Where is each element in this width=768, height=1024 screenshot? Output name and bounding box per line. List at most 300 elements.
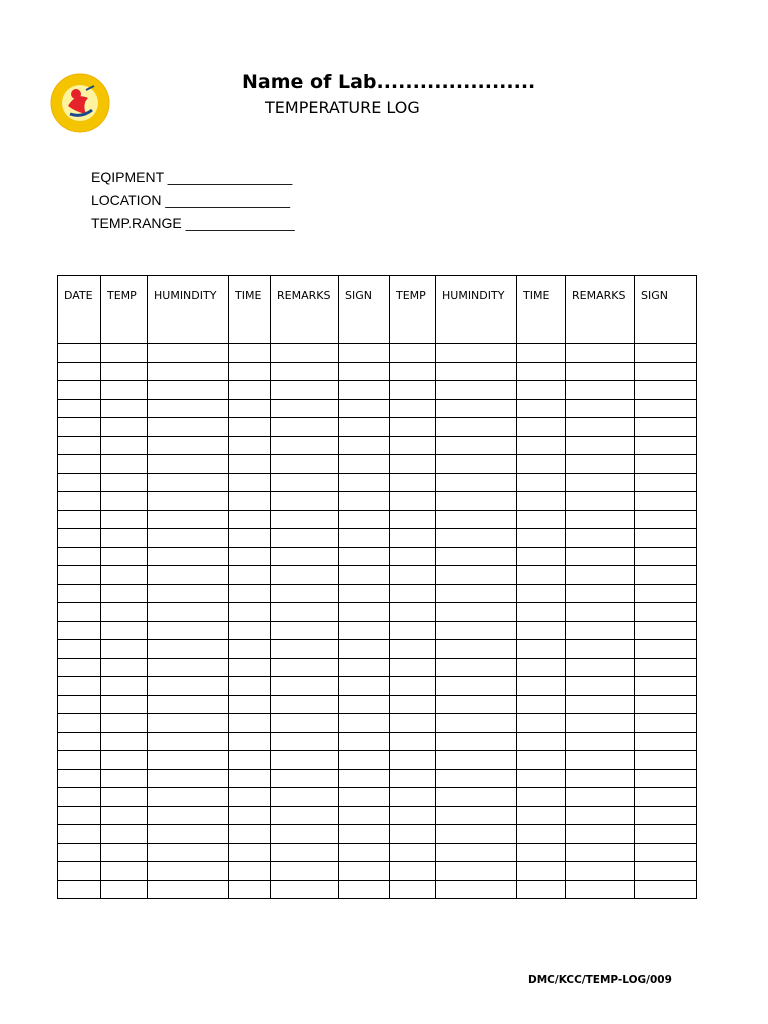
table-cell: [635, 418, 697, 437]
table-cell: [271, 880, 339, 899]
table-cell: [271, 399, 339, 418]
table-cell: [390, 473, 436, 492]
table-cell: [517, 695, 566, 714]
table-cell: [148, 492, 229, 511]
table-cell: [229, 584, 271, 603]
table-cell: [566, 510, 635, 529]
table-cell: [148, 769, 229, 788]
table-cell: [58, 566, 101, 585]
table-cell: [436, 547, 517, 566]
table-cell: [566, 751, 635, 770]
table-cell: [517, 566, 566, 585]
table-cell: [517, 677, 566, 696]
table-row: [58, 640, 697, 659]
table-cell: [566, 788, 635, 807]
table-cell: [58, 455, 101, 474]
table-cell: [390, 418, 436, 437]
table-cell: [390, 788, 436, 807]
table-cell: [229, 714, 271, 733]
location-field: LOCATION ________________: [91, 192, 290, 208]
table-cell: [517, 436, 566, 455]
column-header: DATE: [58, 276, 101, 344]
column-header: TEMP: [101, 276, 148, 344]
table-cell: [339, 677, 390, 696]
table-cell: [635, 399, 697, 418]
table-cell: [271, 806, 339, 825]
table-cell: [271, 547, 339, 566]
table-cell: [229, 825, 271, 844]
table-cell: [436, 399, 517, 418]
table-cell: [339, 658, 390, 677]
table-cell: [271, 566, 339, 585]
equipment-field: EQIPMENT ________________: [91, 169, 293, 185]
table-cell: [566, 381, 635, 400]
table-cell: [58, 584, 101, 603]
table-cell: [58, 473, 101, 492]
table-cell: [229, 473, 271, 492]
table-row: [58, 621, 697, 640]
table-cell: [635, 732, 697, 751]
table-cell: [436, 640, 517, 659]
table-cell: [517, 825, 566, 844]
table-cell: [390, 677, 436, 696]
table-cell: [517, 381, 566, 400]
table-cell: [566, 769, 635, 788]
table-cell: [390, 344, 436, 363]
column-header: REMARKS: [566, 276, 635, 344]
table-cell: [517, 362, 566, 381]
table-cell: [271, 436, 339, 455]
table-cell: [436, 584, 517, 603]
table-cell: [148, 658, 229, 677]
table-cell: [271, 455, 339, 474]
table-cell: [58, 806, 101, 825]
table-row: [58, 880, 697, 899]
table-cell: [390, 695, 436, 714]
table-cell: [635, 529, 697, 548]
table-cell: [271, 695, 339, 714]
table-cell: [101, 603, 148, 622]
table-cell: [390, 362, 436, 381]
table-cell: [148, 455, 229, 474]
table-cell: [517, 843, 566, 862]
table-cell: [339, 547, 390, 566]
table-cell: [339, 436, 390, 455]
table-cell: [339, 381, 390, 400]
table-cell: [635, 510, 697, 529]
table-cell: [271, 584, 339, 603]
table-cell: [271, 658, 339, 677]
table-cell: [101, 862, 148, 881]
table-row: [58, 843, 697, 862]
table-cell: [101, 751, 148, 770]
table-cell: [229, 510, 271, 529]
table-cell: [390, 566, 436, 585]
table-cell: [229, 806, 271, 825]
table-cell: [436, 880, 517, 899]
table-cell: [339, 788, 390, 807]
table-cell: [339, 529, 390, 548]
table-cell: [229, 455, 271, 474]
table-cell: [58, 788, 101, 807]
table-cell: [390, 769, 436, 788]
table-cell: [58, 362, 101, 381]
table-row: [58, 732, 697, 751]
table-cell: [101, 473, 148, 492]
table-row: [58, 658, 697, 677]
table-cell: [271, 677, 339, 696]
table-cell: [148, 418, 229, 437]
column-header: TEMP: [390, 276, 436, 344]
table-cell: [339, 843, 390, 862]
table-cell: [635, 640, 697, 659]
table-cell: [101, 788, 148, 807]
table-cell: [148, 510, 229, 529]
table-cell: [58, 677, 101, 696]
table-cell: [390, 510, 436, 529]
table-cell: [517, 455, 566, 474]
table-cell: [517, 862, 566, 881]
table-cell: [339, 399, 390, 418]
table-cell: [339, 714, 390, 733]
table-cell: [148, 862, 229, 881]
table-row: [58, 547, 697, 566]
table-cell: [566, 862, 635, 881]
column-header: HUMINDITY: [148, 276, 229, 344]
table-cell: [339, 418, 390, 437]
table-cell: [148, 806, 229, 825]
table-cell: [635, 584, 697, 603]
table-cell: [339, 455, 390, 474]
table-cell: [101, 566, 148, 585]
column-header: TIME: [517, 276, 566, 344]
table-cell: [517, 603, 566, 622]
table-cell: [566, 362, 635, 381]
table-cell: [635, 381, 697, 400]
table-cell: [339, 640, 390, 659]
table-cell: [58, 381, 101, 400]
table-cell: [58, 547, 101, 566]
table-cell: [339, 510, 390, 529]
temperature-log-table: [57, 275, 697, 899]
table-cell: [148, 436, 229, 455]
table-cell: [148, 566, 229, 585]
table-cell: [436, 492, 517, 511]
table-cell: [436, 381, 517, 400]
table-header-row: [58, 276, 697, 344]
table-cell: [101, 640, 148, 659]
table-cell: [271, 473, 339, 492]
table-cell: [436, 862, 517, 881]
table-cell: [58, 658, 101, 677]
table-cell: [390, 825, 436, 844]
table-row: [58, 381, 697, 400]
table-cell: [148, 344, 229, 363]
table-cell: [229, 399, 271, 418]
table-cell: [635, 843, 697, 862]
table-cell: [517, 714, 566, 733]
table-cell: [517, 880, 566, 899]
table-cell: [101, 492, 148, 511]
table-cell: [390, 492, 436, 511]
table-cell: [635, 751, 697, 770]
table-cell: [58, 751, 101, 770]
table-cell: [517, 806, 566, 825]
table-cell: [339, 862, 390, 881]
table-cell: [229, 436, 271, 455]
table-cell: [229, 529, 271, 548]
table-cell: [390, 751, 436, 770]
table-cell: [517, 621, 566, 640]
table-cell: [436, 473, 517, 492]
table-cell: [390, 621, 436, 640]
table-cell: [635, 455, 697, 474]
table-row: [58, 529, 697, 548]
table-cell: [566, 677, 635, 696]
table-cell: [517, 473, 566, 492]
table-cell: [436, 825, 517, 844]
table-cell: [517, 399, 566, 418]
table-cell: [229, 603, 271, 622]
table-cell: [635, 362, 697, 381]
table-cell: [271, 640, 339, 659]
table-row: [58, 677, 697, 696]
table-cell: [517, 492, 566, 511]
table-row: [58, 714, 697, 733]
table-cell: [635, 695, 697, 714]
table-cell: [517, 658, 566, 677]
table-cell: [101, 529, 148, 548]
table-cell: [229, 492, 271, 511]
table-row: [58, 473, 697, 492]
table-cell: [390, 806, 436, 825]
table-cell: [436, 788, 517, 807]
table-cell: [148, 695, 229, 714]
lab-name-title: Name of Lab......................: [242, 71, 536, 93]
table-cell: [271, 529, 339, 548]
table-cell: [148, 529, 229, 548]
table-cell: [517, 788, 566, 807]
table-cell: [271, 825, 339, 844]
table-row: [58, 436, 697, 455]
table-cell: [148, 603, 229, 622]
table-cell: [390, 880, 436, 899]
table-cell: [566, 603, 635, 622]
table-cell: [635, 825, 697, 844]
table-cell: [566, 695, 635, 714]
table-cell: [148, 788, 229, 807]
column-header: SIGN: [635, 276, 697, 344]
table-cell: [271, 732, 339, 751]
table-cell: [101, 510, 148, 529]
table-cell: [271, 344, 339, 363]
table-cell: [390, 640, 436, 659]
table-cell: [58, 695, 101, 714]
table-cell: [101, 344, 148, 363]
table-cell: [635, 714, 697, 733]
table-row: [58, 418, 697, 437]
table-cell: [635, 473, 697, 492]
table-cell: [271, 510, 339, 529]
table-cell: [566, 547, 635, 566]
table-cell: [148, 880, 229, 899]
table-cell: [339, 732, 390, 751]
table-cell: [101, 547, 148, 566]
table-cell: [566, 880, 635, 899]
table-cell: [566, 344, 635, 363]
table-cell: [229, 566, 271, 585]
table-cell: [58, 621, 101, 640]
table-cell: [635, 621, 697, 640]
table-cell: [339, 344, 390, 363]
table-cell: [436, 621, 517, 640]
table-cell: [271, 418, 339, 437]
table-cell: [635, 677, 697, 696]
table-cell: [390, 732, 436, 751]
table-cell: [436, 344, 517, 363]
table-cell: [390, 584, 436, 603]
table-cell: [517, 732, 566, 751]
table-row: [58, 788, 697, 807]
table-row: [58, 751, 697, 770]
table-cell: [101, 843, 148, 862]
table-cell: [566, 621, 635, 640]
table-cell: [148, 381, 229, 400]
table-cell: [271, 769, 339, 788]
table-cell: [271, 862, 339, 881]
table-cell: [339, 621, 390, 640]
table-cell: [390, 714, 436, 733]
table-cell: [271, 751, 339, 770]
table-cell: [229, 381, 271, 400]
table-cell: [101, 658, 148, 677]
table-cell: [339, 880, 390, 899]
table-cell: [148, 714, 229, 733]
table-row: [58, 825, 697, 844]
table-cell: [101, 436, 148, 455]
table-cell: [101, 584, 148, 603]
table-cell: [229, 621, 271, 640]
table-cell: [229, 547, 271, 566]
table-cell: [101, 418, 148, 437]
table-cell: [339, 473, 390, 492]
table-cell: [101, 714, 148, 733]
table-cell: [566, 492, 635, 511]
table-cell: [635, 344, 697, 363]
table-cell: [271, 492, 339, 511]
table-cell: [148, 621, 229, 640]
table-row: [58, 362, 697, 381]
table-cell: [271, 381, 339, 400]
table-cell: [101, 621, 148, 640]
table-cell: [148, 547, 229, 566]
column-header: TIME: [229, 276, 271, 344]
table-cell: [229, 732, 271, 751]
table-cell: [339, 362, 390, 381]
column-header: SIGN: [339, 276, 390, 344]
table-cell: [229, 751, 271, 770]
table-cell: [148, 825, 229, 844]
table-row: [58, 344, 697, 363]
table-cell: [148, 751, 229, 770]
table-row: [58, 584, 697, 603]
table-cell: [148, 584, 229, 603]
table-cell: [58, 732, 101, 751]
table-cell: [566, 399, 635, 418]
table-cell: [58, 603, 101, 622]
table-cell: [229, 677, 271, 696]
table-cell: [339, 769, 390, 788]
table-cell: [101, 381, 148, 400]
table-row: [58, 566, 697, 585]
table-cell: [517, 344, 566, 363]
table-cell: [101, 677, 148, 696]
table-row: [58, 492, 697, 511]
table-cell: [517, 547, 566, 566]
table-cell: [635, 658, 697, 677]
table-cell: [566, 658, 635, 677]
table-cell: [339, 695, 390, 714]
table-cell: [58, 880, 101, 899]
table-cell: [436, 714, 517, 733]
table-row: [58, 769, 697, 788]
table-cell: [101, 732, 148, 751]
table-cell: [101, 362, 148, 381]
table-cell: [390, 529, 436, 548]
table-cell: [58, 769, 101, 788]
table-cell: [58, 640, 101, 659]
table-cell: [566, 714, 635, 733]
table-cell: [436, 436, 517, 455]
table-cell: [58, 843, 101, 862]
table-cell: [271, 843, 339, 862]
table-cell: [229, 695, 271, 714]
table-cell: [339, 825, 390, 844]
table-cell: [101, 880, 148, 899]
table-row: [58, 806, 697, 825]
table-cell: [58, 714, 101, 733]
table-cell: [390, 862, 436, 881]
table-row: [58, 510, 697, 529]
table-cell: [436, 806, 517, 825]
temp-range-field: TEMP.RANGE ______________: [91, 215, 295, 231]
table-cell: [229, 658, 271, 677]
table-cell: [517, 751, 566, 770]
table-cell: [517, 510, 566, 529]
table-cell: [390, 658, 436, 677]
table-cell: [229, 880, 271, 899]
table-cell: [229, 843, 271, 862]
table-cell: [148, 399, 229, 418]
table-cell: [635, 769, 697, 788]
table-cell: [339, 492, 390, 511]
table-cell: [436, 362, 517, 381]
table-cell: [635, 603, 697, 622]
table-cell: [390, 381, 436, 400]
table-cell: [271, 621, 339, 640]
table-row: [58, 399, 697, 418]
table-cell: [436, 677, 517, 696]
table-cell: [635, 806, 697, 825]
table-cell: [566, 529, 635, 548]
table-cell: [566, 418, 635, 437]
document-code: DMC/KCC/TEMP-LOG/009: [528, 974, 672, 986]
table-cell: [635, 492, 697, 511]
table-cell: [229, 362, 271, 381]
table-cell: [58, 825, 101, 844]
table-cell: [635, 566, 697, 585]
table-cell: [101, 399, 148, 418]
